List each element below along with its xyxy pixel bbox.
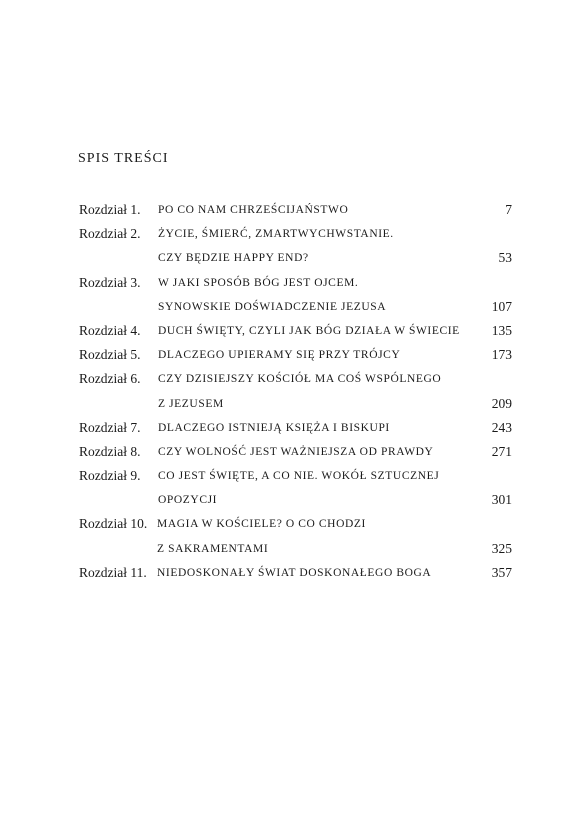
toc-entry-line [79,222,512,246]
chapter-title-continued: Z JEZUSEM [158,397,224,410]
page-number: 301 [491,492,512,508]
toc-entry-line [79,512,512,536]
toc-entry-line [79,367,512,391]
chapter-title: CZY DZISIEJSZY KOŚCIÓŁ MA COŚ WSPÓLNEGO [158,373,442,386]
chapter-label: Rozdział 11. [79,564,147,580]
chapter-label: Rozdział 2. [79,226,141,242]
toc-entry[interactable] [79,319,512,343]
chapter-title-continued: CZY BĘDZIE HAPPY END? [158,252,309,265]
chapter-label: Rozdział 4. [79,322,141,338]
toc-entry-line [79,464,512,488]
chapter-label: Rozdział 5. [79,347,141,363]
chapter-title: DLACZEGO UPIERAMY SIĘ PRZY TRÓJCY [158,349,401,362]
toc-entry-line [79,319,512,343]
chapter-label: Rozdział 8. [79,443,141,459]
toc-entry[interactable] [79,416,512,440]
toc-entry-line [79,537,512,561]
page-number: 325 [491,540,512,556]
toc-entry[interactable] [79,464,512,512]
chapter-title-continued: OPOZYCJI [158,494,218,507]
toc-entry[interactable] [79,440,512,464]
page-number: 209 [491,395,512,411]
toc-entry-line [79,246,512,270]
toc-entry[interactable] [79,367,512,415]
toc-entry[interactable] [79,198,512,222]
chapter-title: W JAKI SPOSÓB BÓG JEST OJCEM. [158,276,359,289]
chapter-label: Rozdział 10. [79,516,148,532]
toc-entry-line [79,198,512,222]
toc-entry-line [79,416,512,440]
toc-entry-line [79,295,512,319]
toc-entry-line [79,488,512,512]
toc-entry-line [79,343,512,367]
chapter-title: DLACZEGO ISTNIEJĄ KSIĘŻA I BISKUPI [158,421,390,434]
page-number: 357 [491,564,512,580]
toc-entry[interactable] [79,222,512,270]
toc-entry[interactable] [79,271,512,319]
page-number: 7 [505,202,512,217]
page-number: 243 [491,419,512,435]
chapter-title: DUCH ŚWIĘTY, CZYLI JAK BÓG DZIAŁA W ŚWIECIE [158,324,460,337]
page-number: 53 [498,250,512,266]
toc-entry[interactable] [79,512,512,560]
chapter-label: Rozdział 7. [79,419,141,435]
page-number: 173 [491,347,512,363]
table-of-contents [79,198,512,585]
toc-title: SPIS TREŚCI [78,151,169,166]
chapter-title: CO JEST ŚWIĘTE, A CO NIE. WOKÓŁ SZTUCZNEJ [158,470,440,483]
chapter-title-continued: SYNOWSKIE DOŚWIADCZENIE JEZUSA [158,300,387,313]
chapter-title: PO CO NAM CHRZEŚCIJAŃSTWO [158,204,349,216]
page-number: 135 [491,322,512,338]
chapter-title: CZY WOLNOŚĆ JEST WAŻNIEJSZA OD PRAWDY [158,445,434,458]
chapter-label: Rozdział 9. [79,468,141,484]
chapter-title: MAGIA W KOŚCIELE? O CO CHODZI [157,518,366,531]
chapter-label: Rozdział 3. [79,274,141,290]
toc-entry-line [79,392,512,416]
toc-entry-line [79,271,512,295]
chapter-label: Rozdział 1. [79,202,141,217]
toc-entry[interactable] [79,343,512,367]
chapter-title: ŻYCIE, ŚMIERĆ, ZMARTWYCHWSTANIE. [158,228,394,241]
toc-entry[interactable] [79,561,512,585]
page-number: 271 [491,443,512,459]
toc-entry-line [79,561,512,585]
chapter-label: Rozdział 6. [79,371,141,387]
toc-entry-line [79,440,512,464]
chapter-title: NIEDOSKONAŁY ŚWIAT DOSKONAŁEGO BOGA [157,566,432,579]
chapter-title-continued: Z SAKRAMENTAMI [157,542,269,555]
page-number: 107 [491,298,512,314]
